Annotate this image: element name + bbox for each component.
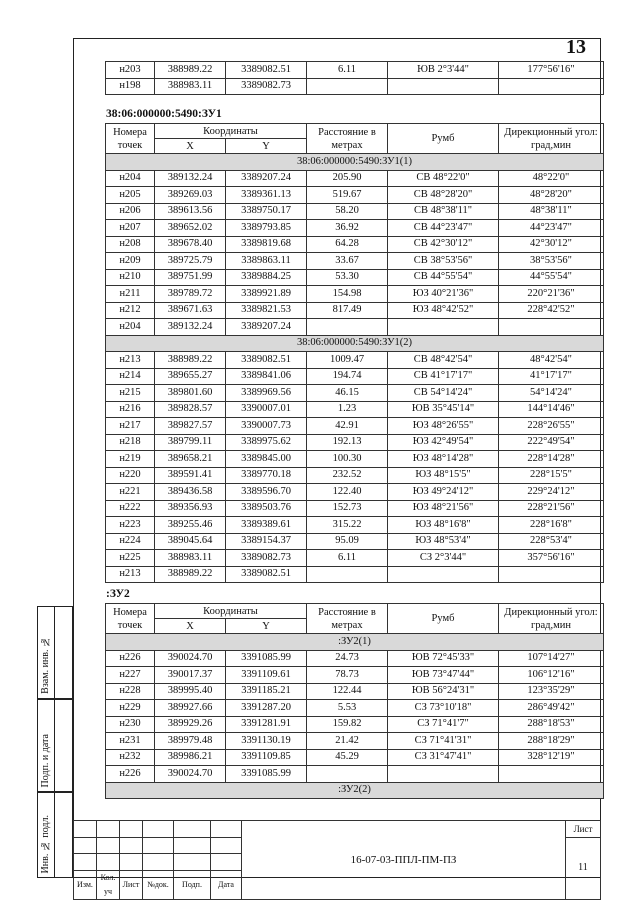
table-row bbox=[106, 500, 604, 517]
rumb-cell: СЗ 31°47'41" bbox=[388, 749, 499, 766]
direction-cell: 48°38'11" bbox=[499, 203, 604, 220]
direction-cell: 106°12'16" bbox=[499, 667, 604, 684]
distance-cell: 21.42 bbox=[307, 733, 388, 750]
coord-x-cell: 389799.11 bbox=[155, 434, 226, 451]
coord-x-cell: 389927.66 bbox=[155, 700, 226, 717]
table-row bbox=[106, 550, 604, 567]
direction-cell: 222°49'54" bbox=[499, 434, 604, 451]
point-number-cell: н226 bbox=[106, 766, 155, 783]
point-number-cell: н212 bbox=[106, 302, 155, 319]
direction-cell: 41°17'17" bbox=[499, 368, 604, 385]
zu1-part1-label: 38:06:000000:5490:ЗУ1(1) bbox=[106, 154, 604, 171]
table-row bbox=[106, 187, 604, 204]
coord-y-cell: 3389154.37 bbox=[226, 533, 307, 550]
coord-x-cell: 388983.11 bbox=[155, 78, 226, 95]
stamp-col-label: Подп. bbox=[174, 870, 211, 899]
direction-cell: 228°21'56" bbox=[499, 500, 604, 517]
coord-x-cell: 389751.99 bbox=[155, 269, 226, 286]
point-number-cell: н226 bbox=[106, 650, 155, 667]
header-rumb: Румб bbox=[388, 604, 499, 634]
distance-cell bbox=[307, 766, 388, 783]
distance-cell: 817.49 bbox=[307, 302, 388, 319]
point-number-cell: н227 bbox=[106, 667, 155, 684]
header-direction: Дирекционный угол: град,мин bbox=[499, 124, 604, 154]
coord-x-cell: 389929.26 bbox=[155, 716, 226, 733]
rumb-cell: СВ 42°30'12" bbox=[388, 236, 499, 253]
rumb-cell: СВ 44°23'47" bbox=[388, 220, 499, 237]
direction-cell: 44°23'47" bbox=[499, 220, 604, 237]
header-number: Номера точек bbox=[106, 124, 155, 154]
header-y: Y bbox=[226, 139, 307, 154]
coord-y-cell: 3389793.85 bbox=[226, 220, 307, 237]
rumb-cell: СВ 38°53'56" bbox=[388, 253, 499, 270]
table-row bbox=[106, 236, 604, 253]
coord-x-cell: 390017.37 bbox=[155, 667, 226, 684]
point-number-cell: н219 bbox=[106, 451, 155, 468]
rumb-cell: СВ 41°17'17" bbox=[388, 368, 499, 385]
table-row bbox=[106, 302, 604, 319]
distance-cell: 64.28 bbox=[307, 236, 388, 253]
coord-x-cell: 389995.40 bbox=[155, 683, 226, 700]
page-number: 13 bbox=[566, 36, 586, 58]
stamp-col-label: Дата bbox=[211, 870, 242, 899]
coord-x-cell: 389678.40 bbox=[155, 236, 226, 253]
distance-cell: 6.11 bbox=[307, 550, 388, 567]
coord-y-cell: 3389969.56 bbox=[226, 385, 307, 402]
table-row bbox=[106, 683, 604, 700]
point-number-cell: н224 bbox=[106, 533, 155, 550]
rumb-cell: ЮЗ 42°49'54" bbox=[388, 434, 499, 451]
direction-cell: 228°26'55" bbox=[499, 418, 604, 435]
point-number-cell: н231 bbox=[106, 733, 155, 750]
table-row bbox=[106, 434, 604, 451]
rumb-cell: СВ 48°22'0" bbox=[388, 170, 499, 187]
coord-y-cell: 3389207.24 bbox=[226, 170, 307, 187]
coord-x-cell: 388989.22 bbox=[155, 566, 226, 583]
point-number-cell: н214 bbox=[106, 368, 155, 385]
side-label-inv-orig: Инв. № подл. bbox=[40, 814, 51, 873]
point-number-cell: н204 bbox=[106, 319, 155, 336]
coord-x-cell: 389801.60 bbox=[155, 385, 226, 402]
rumb-cell: СЗ 71°41'7" bbox=[388, 716, 499, 733]
zu2-table bbox=[105, 603, 604, 799]
coord-y-cell: 3391085.99 bbox=[226, 766, 307, 783]
direction-cell: 107°14'27" bbox=[499, 650, 604, 667]
distance-cell: 192.13 bbox=[307, 434, 388, 451]
continuation-table bbox=[105, 61, 604, 95]
table-row bbox=[106, 253, 604, 270]
table-row bbox=[106, 78, 604, 95]
zu1-part2-label: 38:06:000000:5490:ЗУ1(2) bbox=[106, 335, 604, 352]
table-row bbox=[106, 766, 604, 783]
direction-cell: 123°35'29" bbox=[499, 683, 604, 700]
rumb-cell: ЮВ 73°47'44" bbox=[388, 667, 499, 684]
coord-x-cell: 389269.03 bbox=[155, 187, 226, 204]
distance-cell: 5.53 bbox=[307, 700, 388, 717]
point-number-cell: н211 bbox=[106, 286, 155, 303]
rumb-cell bbox=[388, 766, 499, 783]
coord-y-cell: 3389921.89 bbox=[226, 286, 307, 303]
distance-cell: 78.73 bbox=[307, 667, 388, 684]
direction-cell: 38°53'56" bbox=[499, 253, 604, 270]
rumb-cell: ЮЗ 40°21'36" bbox=[388, 286, 499, 303]
distance-cell: 1.23 bbox=[307, 401, 388, 418]
rumb-cell: ЮЗ 49°24'12" bbox=[388, 484, 499, 501]
coord-y-cell: 3389389.61 bbox=[226, 517, 307, 534]
direction-cell: 228°42'52" bbox=[499, 302, 604, 319]
direction-cell: 144°14'46" bbox=[499, 401, 604, 418]
table-row bbox=[106, 286, 604, 303]
direction-cell: 42°30'12" bbox=[499, 236, 604, 253]
rumb-cell: СЗ 2°3'44" bbox=[388, 550, 499, 567]
side-label-sign-date: Подп. и дата bbox=[40, 733, 51, 787]
side-label-inv-sub: Взам. инв. № bbox=[40, 636, 51, 694]
sheet-number: 11 bbox=[566, 837, 601, 899]
coord-x-cell: 389671.63 bbox=[155, 302, 226, 319]
coord-x-cell: 389356.93 bbox=[155, 500, 226, 517]
distance-cell: 194.74 bbox=[307, 368, 388, 385]
point-number-cell: н206 bbox=[106, 203, 155, 220]
distance-cell: 6.11 bbox=[307, 62, 388, 79]
distance-cell: 159.82 bbox=[307, 716, 388, 733]
point-number-cell: н208 bbox=[106, 236, 155, 253]
zu2-title: :ЗУ2 bbox=[106, 588, 130, 600]
rumb-cell: ЮЗ 48°42'52" bbox=[388, 302, 499, 319]
distance-cell: 1009.47 bbox=[307, 352, 388, 369]
stamp-col-label: Кол. уч bbox=[97, 870, 120, 899]
coord-x-cell: 389132.24 bbox=[155, 319, 226, 336]
distance-cell bbox=[307, 566, 388, 583]
rumb-cell: СВ 54°14'24" bbox=[388, 385, 499, 402]
point-number-cell: н205 bbox=[106, 187, 155, 204]
doc-code: 16-07-03-ППЛ-ПМ-ПЗ bbox=[242, 821, 566, 900]
coord-y-cell: 3391185.21 bbox=[226, 683, 307, 700]
rumb-cell: ЮВ 72°45'33" bbox=[388, 650, 499, 667]
point-number-cell: н228 bbox=[106, 683, 155, 700]
coord-x-cell: 389652.02 bbox=[155, 220, 226, 237]
point-number-cell: н218 bbox=[106, 434, 155, 451]
rumb-cell: СВ 48°38'11" bbox=[388, 203, 499, 220]
rumb-cell bbox=[388, 78, 499, 95]
point-number-cell: н230 bbox=[106, 716, 155, 733]
coord-x-cell: 389658.21 bbox=[155, 451, 226, 468]
coord-y-cell: 3390007.01 bbox=[226, 401, 307, 418]
rumb-cell: ЮЗ 48°21'56" bbox=[388, 500, 499, 517]
zu2-part2-label: :ЗУ2(2) bbox=[106, 782, 604, 799]
direction-cell: 228°53'4" bbox=[499, 533, 604, 550]
header-number: Номера точек bbox=[106, 604, 155, 634]
distance-cell: 519.67 bbox=[307, 187, 388, 204]
direction-cell: 288°18'29" bbox=[499, 733, 604, 750]
table-row bbox=[106, 733, 604, 750]
distance-cell: 58.20 bbox=[307, 203, 388, 220]
rumb-cell: ЮЗ 48°15'5" bbox=[388, 467, 499, 484]
direction-cell: 288°18'53" bbox=[499, 716, 604, 733]
header-x: X bbox=[155, 139, 226, 154]
point-number-cell: н213 bbox=[106, 352, 155, 369]
direction-cell: 228°14'28" bbox=[499, 451, 604, 468]
distance-cell: 53.30 bbox=[307, 269, 388, 286]
table-row bbox=[106, 319, 604, 336]
point-number-cell: н198 bbox=[106, 78, 155, 95]
distance-cell: 33.67 bbox=[307, 253, 388, 270]
point-number-cell: н213 bbox=[106, 566, 155, 583]
distance-cell: 232.52 bbox=[307, 467, 388, 484]
point-number-cell: н216 bbox=[106, 401, 155, 418]
distance-cell: 24.73 bbox=[307, 650, 388, 667]
direction-cell: 177°56'16" bbox=[499, 62, 604, 79]
direction-cell: 228°15'5" bbox=[499, 467, 604, 484]
distance-cell: 95.09 bbox=[307, 533, 388, 550]
zu1-table bbox=[105, 123, 604, 583]
coord-y-cell: 3389596.70 bbox=[226, 484, 307, 501]
table-row bbox=[106, 451, 604, 468]
coord-x-cell: 388989.22 bbox=[155, 352, 226, 369]
point-number-cell: н209 bbox=[106, 253, 155, 270]
header-distance: Расстояние в метрах bbox=[307, 124, 388, 154]
distance-cell: 100.30 bbox=[307, 451, 388, 468]
coord-x-cell: 388983.11 bbox=[155, 550, 226, 567]
direction-cell bbox=[499, 566, 604, 583]
coord-y-cell: 3391287.20 bbox=[226, 700, 307, 717]
stamp-col-label: Изм. bbox=[74, 870, 97, 899]
rumb-cell: СВ 48°42'54" bbox=[388, 352, 499, 369]
rumb-cell: ЮВ 56°24'31" bbox=[388, 683, 499, 700]
distance-cell: 205.90 bbox=[307, 170, 388, 187]
table-row bbox=[106, 716, 604, 733]
table-row bbox=[106, 566, 604, 583]
coord-x-cell: 389132.24 bbox=[155, 170, 226, 187]
coord-y-cell: 3389082.51 bbox=[226, 62, 307, 79]
coord-y-cell: 3389821.53 bbox=[226, 302, 307, 319]
coord-y-cell: 3391109.85 bbox=[226, 749, 307, 766]
side-stamp-inv-sub bbox=[37, 606, 73, 699]
point-number-cell: н204 bbox=[106, 170, 155, 187]
point-number-cell: н220 bbox=[106, 467, 155, 484]
zu1-title: 38:06:000000:5490:ЗУ1 bbox=[106, 108, 222, 120]
coord-y-cell: 3391085.99 bbox=[226, 650, 307, 667]
coord-x-cell: 389979.48 bbox=[155, 733, 226, 750]
point-number-cell: н223 bbox=[106, 517, 155, 534]
coord-y-cell: 3391281.91 bbox=[226, 716, 307, 733]
distance-cell: 45.29 bbox=[307, 749, 388, 766]
rumb-cell: СВ 44°55'54" bbox=[388, 269, 499, 286]
rumb-cell: ЮВ 35°45'14" bbox=[388, 401, 499, 418]
coord-x-cell: 389613.56 bbox=[155, 203, 226, 220]
direction-cell: 54°14'24" bbox=[499, 385, 604, 402]
direction-cell: 286°49'42" bbox=[499, 700, 604, 717]
point-number-cell: н203 bbox=[106, 62, 155, 79]
direction-cell bbox=[499, 766, 604, 783]
rumb-cell: ЮВ 2°3'44" bbox=[388, 62, 499, 79]
rumb-cell bbox=[388, 566, 499, 583]
header-y: Y bbox=[226, 619, 307, 634]
coord-x-cell: 389986.21 bbox=[155, 749, 226, 766]
table-row bbox=[106, 352, 604, 369]
rumb-cell: ЮЗ 48°53'4" bbox=[388, 533, 499, 550]
coord-y-cell: 3389845.00 bbox=[226, 451, 307, 468]
rumb-cell bbox=[388, 319, 499, 336]
table-row bbox=[106, 484, 604, 501]
table-row bbox=[106, 667, 604, 684]
header-distance: Расстояние в метрах bbox=[307, 604, 388, 634]
coord-y-cell: 3389863.11 bbox=[226, 253, 307, 270]
coord-y-cell: 3389082.51 bbox=[226, 352, 307, 369]
header-coords: Координаты bbox=[155, 124, 307, 139]
table-row bbox=[106, 401, 604, 418]
coord-x-cell: 389255.46 bbox=[155, 517, 226, 534]
coord-y-cell: 3389975.62 bbox=[226, 434, 307, 451]
table-row bbox=[106, 418, 604, 435]
rumb-cell: СЗ 71°41'31" bbox=[388, 733, 499, 750]
table-row bbox=[106, 62, 604, 79]
rumb-cell: ЮЗ 48°16'8" bbox=[388, 517, 499, 534]
coord-y-cell: 3389082.73 bbox=[226, 78, 307, 95]
table-row bbox=[106, 517, 604, 534]
distance-cell: 42.91 bbox=[307, 418, 388, 435]
coord-y-cell: 3389884.25 bbox=[226, 269, 307, 286]
point-number-cell: н210 bbox=[106, 269, 155, 286]
distance-cell: 36.92 bbox=[307, 220, 388, 237]
point-number-cell: н225 bbox=[106, 550, 155, 567]
coord-y-cell: 3389503.76 bbox=[226, 500, 307, 517]
header-rumb: Румб bbox=[388, 124, 499, 154]
point-number-cell: н215 bbox=[106, 385, 155, 402]
coord-y-cell: 3391109.61 bbox=[226, 667, 307, 684]
direction-cell: 48°28'20" bbox=[499, 187, 604, 204]
direction-cell: 328°12'19" bbox=[499, 749, 604, 766]
stamp-col-label: Лист bbox=[120, 870, 143, 899]
table-row bbox=[106, 368, 604, 385]
coord-x-cell: 389591.41 bbox=[155, 467, 226, 484]
zu2-part1-label: :ЗУ2(1) bbox=[106, 634, 604, 651]
point-number-cell: н232 bbox=[106, 749, 155, 766]
coord-x-cell: 389655.27 bbox=[155, 368, 226, 385]
coord-y-cell: 3390007.73 bbox=[226, 418, 307, 435]
stamp-col-label: №док. bbox=[143, 870, 174, 899]
header-coords: Координаты bbox=[155, 604, 307, 619]
sheet-label: Лист bbox=[566, 821, 601, 838]
direction-cell: 357°56'16" bbox=[499, 550, 604, 567]
coord-x-cell: 389828.57 bbox=[155, 401, 226, 418]
distance-cell: 154.98 bbox=[307, 286, 388, 303]
coord-y-cell: 3389082.51 bbox=[226, 566, 307, 583]
header-direction: Дирекционный угол: град,мин bbox=[499, 604, 604, 634]
direction-cell bbox=[499, 78, 604, 95]
table-row bbox=[106, 203, 604, 220]
coord-x-cell: 390024.70 bbox=[155, 766, 226, 783]
direction-cell: 229°24'12" bbox=[499, 484, 604, 501]
coord-y-cell: 3389770.18 bbox=[226, 467, 307, 484]
coord-y-cell: 3389819.68 bbox=[226, 236, 307, 253]
coord-x-cell: 388989.22 bbox=[155, 62, 226, 79]
distance-cell: 315.22 bbox=[307, 517, 388, 534]
coord-y-cell: 3389207.24 bbox=[226, 319, 307, 336]
coord-y-cell: 3389841.06 bbox=[226, 368, 307, 385]
direction-cell: 44°55'54" bbox=[499, 269, 604, 286]
distance-cell: 46.15 bbox=[307, 385, 388, 402]
header-x: X bbox=[155, 619, 226, 634]
direction-cell: 228°16'8" bbox=[499, 517, 604, 534]
distance-cell bbox=[307, 319, 388, 336]
table-row bbox=[106, 749, 604, 766]
side-stamp-sign-date bbox=[37, 699, 73, 792]
point-number-cell: н222 bbox=[106, 500, 155, 517]
title-block bbox=[73, 820, 601, 896]
distance-cell bbox=[307, 78, 388, 95]
table-row bbox=[106, 385, 604, 402]
coord-y-cell: 3389082.73 bbox=[226, 550, 307, 567]
direction-cell: 48°42'54" bbox=[499, 352, 604, 369]
direction-cell bbox=[499, 319, 604, 336]
rumb-cell: СВ 48°28'20" bbox=[388, 187, 499, 204]
coord-x-cell: 389827.57 bbox=[155, 418, 226, 435]
distance-cell: 122.44 bbox=[307, 683, 388, 700]
coord-y-cell: 3391130.19 bbox=[226, 733, 307, 750]
coord-x-cell: 389436.58 bbox=[155, 484, 226, 501]
direction-cell: 48°22'0" bbox=[499, 170, 604, 187]
coord-x-cell: 389725.79 bbox=[155, 253, 226, 270]
distance-cell: 122.40 bbox=[307, 484, 388, 501]
point-number-cell: н207 bbox=[106, 220, 155, 237]
table-row bbox=[106, 220, 604, 237]
distance-cell: 152.73 bbox=[307, 500, 388, 517]
rumb-cell: ЮЗ 48°14'28" bbox=[388, 451, 499, 468]
table-row bbox=[106, 533, 604, 550]
table-row bbox=[106, 269, 604, 286]
point-number-cell: н217 bbox=[106, 418, 155, 435]
rumb-cell: ЮЗ 48°26'55" bbox=[388, 418, 499, 435]
table-row bbox=[106, 650, 604, 667]
coord-y-cell: 3389361.13 bbox=[226, 187, 307, 204]
direction-cell: 220°21'36" bbox=[499, 286, 604, 303]
coord-y-cell: 3389750.17 bbox=[226, 203, 307, 220]
table-row bbox=[106, 170, 604, 187]
side-stamp-inv-orig bbox=[37, 792, 73, 878]
coord-x-cell: 390024.70 bbox=[155, 650, 226, 667]
coord-x-cell: 389789.72 bbox=[155, 286, 226, 303]
coord-x-cell: 389045.64 bbox=[155, 533, 226, 550]
point-number-cell: н229 bbox=[106, 700, 155, 717]
rumb-cell: СЗ 73°10'18" bbox=[388, 700, 499, 717]
table-row bbox=[106, 700, 604, 717]
point-number-cell: н221 bbox=[106, 484, 155, 501]
table-row bbox=[106, 467, 604, 484]
